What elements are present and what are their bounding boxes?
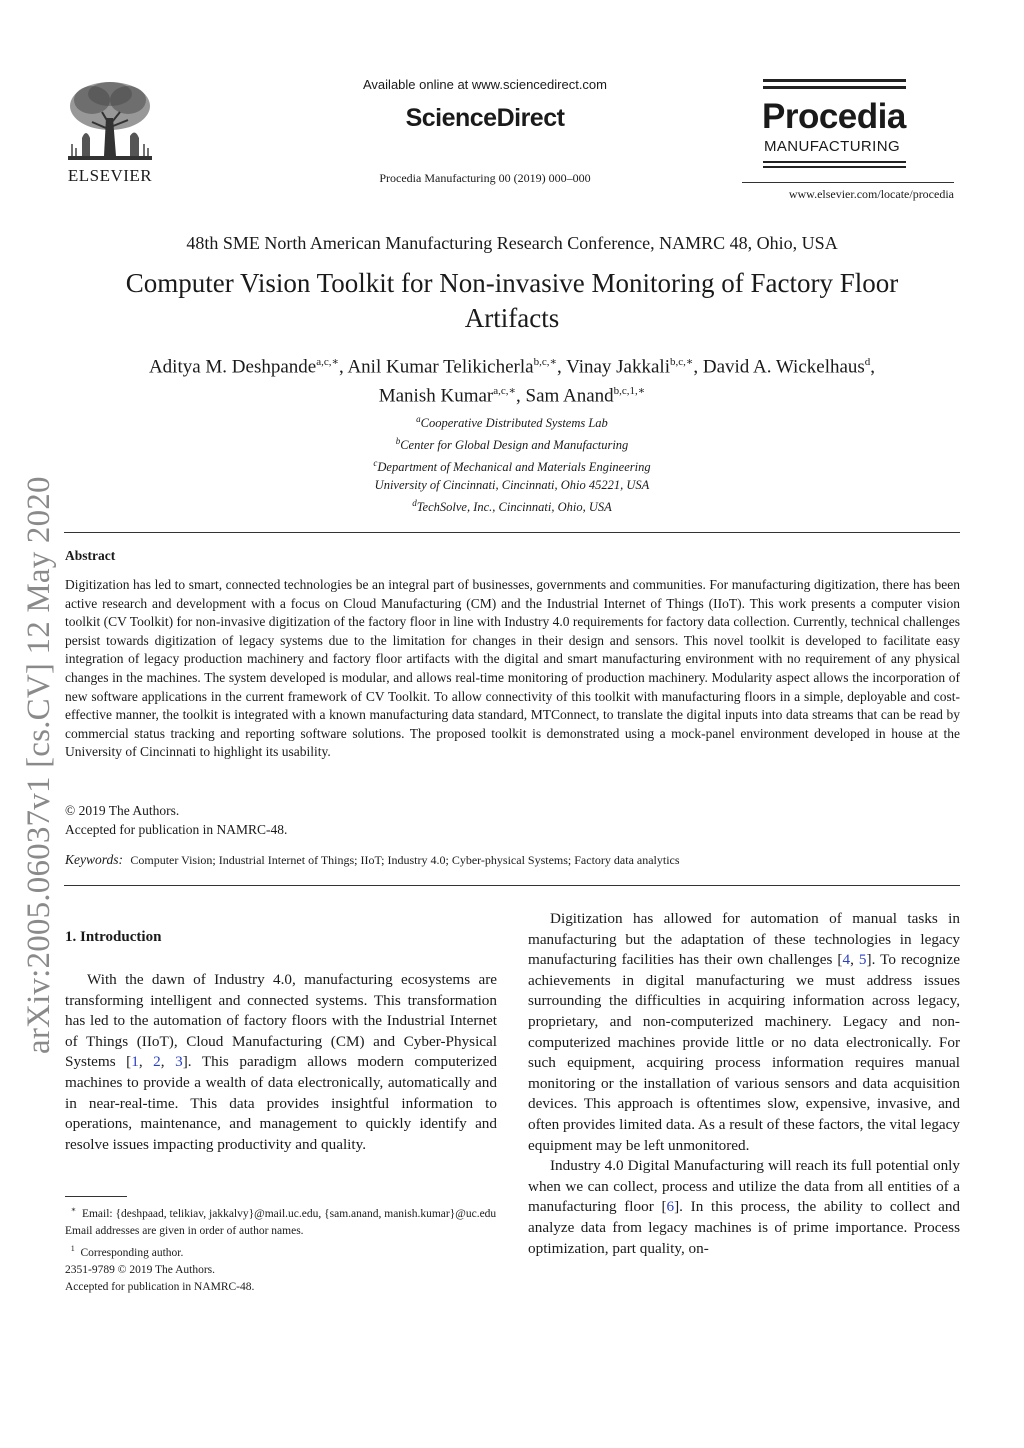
abstract-top-rule (64, 532, 960, 533)
author-affiliation-mark: a,c,∗ (493, 385, 516, 398)
copyright-block (65, 802, 287, 839)
affiliation: University of Cincinnati, Cincinnati, Ohio 45221, USA (374, 478, 650, 493)
keywords-value: Computer Vision; Industrial Internet of Things; IIoT; Industry 4.0; Cyber-physical Systems; Factory data analytics (130, 853, 680, 867)
author-list: Aditya M. Deshpande$^{a,c,∗}$, Anil Kumar Telikicherla$^{b,c,∗}$, Vinay Jakkali$^{b,c,∗}$, David A. Wickelhaus$^d$, Manish Kumar$^{a,c,∗}$, Sam Anand$^{b,c,1,∗}$ (148, 356, 876, 407)
procedia-logo-bar (763, 166, 906, 168)
sciencedirect-logo: ScienceDirect (405, 104, 565, 132)
author-name: Sam Anand (525, 385, 614, 407)
affiliation: $^d$TechSolve, Inc., Cincinnati, Ohio, USA (412, 498, 612, 515)
citation-link[interactable]: 2 (153, 1053, 161, 1071)
citation-link[interactable]: 5 (858, 951, 867, 969)
author-name: Aditya M. Deshpande (148, 356, 317, 378)
acceptance-line: Accepted for publication in NAMRC-48. (65, 821, 288, 837)
author-name: Manish Kumar (378, 385, 494, 407)
conference-name: 48th SME North American Manufacturing Research Conference, NAMRC 48, Ohio, USA (186, 233, 838, 253)
paragraph: Digitization has allowed for automation of manual tasks in manufacturing but the adaptation of these technologies in legacy manufacturing facilities has their own challenges [4, 5]. To recognize achievements in digital manufacturing we must address issues surrounding the difficulties in acquiring information across legacy, proprietary, and non-computerized machinery. Legacy and non-computerized machines provide little or no data electronically. For such equipment, acquiring process information requires manual monitoring or the installation of various sensors and data acquisition devices. This approach is oftentimes slow, expensive, invasive, and often provides limited data. As a result of these factors, the vital legacy equipment may be left unmonitored. (528, 910, 961, 1154)
footnote-mark: 1 (70, 1244, 75, 1254)
abstract-body: Digitization has led to smart, connected technologies be an integral part of businesses, governments and communities. For manufacturing digitization, there has been active research and development with a focus on Cloud Manufacturing (CM) and the Industrial Internet of Things (IIoT). This work presents a computer vision toolkit (CV Toolkit) for non-invasive digitization of the factory floor in line with Industry 4.0 requirements for factory data collection. Currently, technical challenges persist towards digitization of legacy systems due to the limitation for changes in their design and sensors. This novel toolkit is developed to facilitate easy integration of legacy production machinery and factory floor artifacts with the digital and smart manufacturing environment with no requirement of any physical changes in the machines. The system developed is modular, and allows real-time monitoring of production machinery. Modularity aspect allows the incorporation of new software applications in the current framework of CV Toolkit. To allow connectivity of this toolkit with manufacturing floors in a simple, deployable and cost-effective manner, the toolkit is integrated with a known manufacturing data standard, MTConnect, to translate the digital inputs into data streams that can be read by commercial status tracking and reporting software solutions. The proposed toolkit is demonstrated using a mock-panel environment developed in house at the University of Cincinnati to highlight its usability. (65, 577, 960, 760)
abstract-bottom-rule (64, 885, 960, 886)
affiliation: $^a$Cooperative Distributed Systems Lab (416, 414, 608, 431)
citation-link[interactable]: 4 (842, 951, 851, 969)
footnote-accepted: Accepted for publication in NAMRC-48. (65, 1281, 255, 1294)
journal-reference: Procedia Manufacturing 00 (2019) 000–000 (379, 171, 591, 185)
procedia-logo-subtitle: MANUFACTURING (764, 138, 901, 155)
right-column (528, 909, 960, 1259)
footnote-mark: ∗ (70, 1205, 77, 1214)
keywords (65, 852, 680, 868)
affiliation-mark: b (395, 436, 401, 447)
footnotes (65, 1201, 497, 1297)
footnote-email: ∗ Email: {deshpaad, telikiav, jakkalvy}@mail.uc.edu, {sam.anand, manish.kumar}@uc.edu (70, 1205, 497, 1220)
footnote-rule (65, 1196, 127, 1197)
elsevier-tree-logo (62, 78, 158, 166)
section-heading-introduction: 1. Introduction (65, 929, 162, 945)
affiliation-mark: c (373, 458, 378, 469)
journal-url[interactable]: www.elsevier.com/locate/procedia (788, 187, 954, 201)
author-name: Anil Kumar Telikicherla (347, 356, 534, 378)
header-divider (742, 182, 954, 183)
abstract-heading: Abstract (65, 548, 116, 563)
author-affiliation-mark: a,c,∗ (316, 356, 339, 368)
paper-title-line: Artifacts (464, 303, 560, 333)
affiliation-mark: a (416, 414, 421, 424)
footnote-issn: 2351-9789 © 2019 The Authors. (65, 1264, 216, 1277)
procedia-logo-bar (763, 79, 906, 82)
affiliation: $^b$Center for Global Design and Manufacturing (395, 436, 629, 453)
paragraph: With the dawn of Industry 4.0, manufacturing ecosystems are transforming intelligent and connected systems. This transformation has led to the automation of factory floors with the Industrial Internet of Things (IIoT), Cloud Manufacturing (CM) and Cyber-Physical Systems [1, 2, 3]. This paradigm allows modern computerized machines to provide a wealth of data electronically, automatically and in near-real-time. This data provides insightful information to operations, maintenance, and management to quickly identify and resolve issues impacting productivity and quality. (65, 971, 498, 1153)
procedia-logo-bar (763, 161, 906, 163)
available-online-text: Available online at www.sciencedirect.com (363, 77, 607, 92)
affiliation-mark: d (412, 498, 417, 509)
procedia-logo-title: Procedia (762, 97, 906, 136)
copyright-line: © 2019 The Authors. (65, 803, 180, 818)
citation-link[interactable]: 3 (175, 1053, 183, 1071)
paragraph: Industry 4.0 Digital Manufacturing will reach its full potential only when we can collect, process and utilize the data from all entities of a manufacturing floor [6]. In this process, the ability to collect and analyze data from legacy machines is of prime importance. Process optimization, part quality, on- (528, 1157, 961, 1257)
publisher-name: ELSEVIER (67, 166, 153, 185)
author-affiliation-mark: d (864, 356, 871, 368)
footnote-order: Email addresses are given in order of author names. (65, 1225, 304, 1238)
author-affiliation-mark: b,c,∗ (533, 356, 557, 368)
affiliation: $^c$Department of Mechanical and Materials Engineering (373, 458, 651, 475)
affiliation-list (60, 410, 964, 517)
procedia-logo-bar (763, 86, 906, 89)
author-name: David A. Wickelhaus (702, 356, 865, 378)
author-affiliation-mark: b,c,1,∗ (613, 385, 646, 398)
paper-title-line: Computer Vision Toolkit for Non-invasive Monitoring of Factory Floor (125, 268, 899, 298)
left-column (65, 970, 497, 1155)
citation-link[interactable]: 6 (666, 1198, 675, 1216)
author-name: Vinay Jakkali (566, 356, 670, 378)
arxiv-side-stamp: arXiv:2005.06037v1 [cs.CV] 12 May 2020 (21, 476, 57, 1054)
footnote-corresponding: $^1$ Corresponding author. (70, 1244, 184, 1260)
keywords-label: Keywords: (65, 852, 123, 867)
citation-link[interactable]: 1 (131, 1053, 139, 1071)
paper-title (60, 266, 964, 336)
author-affiliation-mark: b,c,∗ (670, 356, 694, 368)
